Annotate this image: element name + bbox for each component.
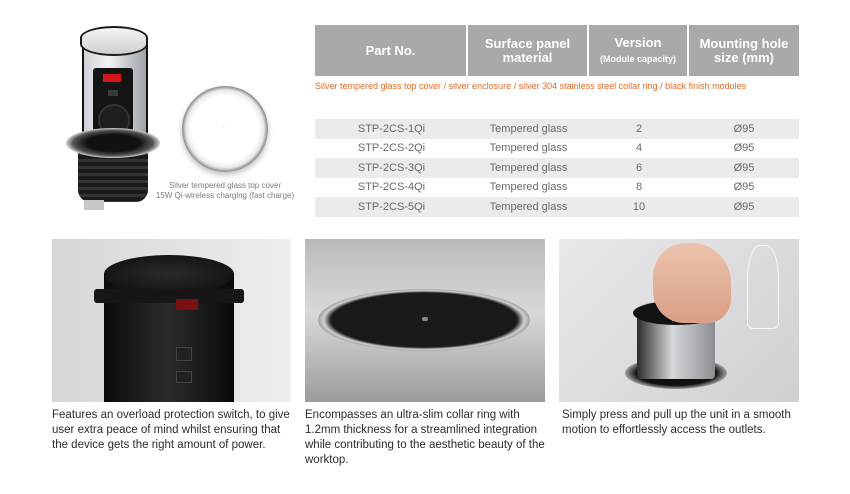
feature-text-press-pull: Simply press and pull up the unit in a smooth motion to effortlessly access the outlets. xyxy=(562,409,791,436)
header-label: Version xyxy=(614,34,662,50)
header-sublabel: (Module capacity) xyxy=(599,53,676,64)
feature-text-overload: Features an overload protection switch, to give user extra peace of mind whilst ensuring that the device gets the right amount of power. xyxy=(52,409,290,451)
header-surface-material xyxy=(468,25,589,76)
cell-version: 4 xyxy=(635,142,643,155)
cell-hole-size: Ø95 xyxy=(733,181,755,194)
header-label: Part No. xyxy=(365,42,416,58)
unit-ledge xyxy=(94,289,244,303)
caption-line-1: Silver tempered glass top cover xyxy=(168,181,282,190)
cell-version: 6 xyxy=(635,161,643,174)
feature-text-collar: Encompasses an ultra-slim collar ring with 1.2mm thickness for a streamlined integration while contributing to the aesthetic beauty of the worktop. xyxy=(305,409,545,466)
usb-c-port xyxy=(176,347,192,361)
cell-hole-size: Ø95 xyxy=(733,122,755,135)
table-row xyxy=(315,119,799,139)
cell-material: Tempered glass xyxy=(489,142,568,155)
cell-version: 8 xyxy=(635,181,643,194)
cell-part-no: STP-2CS-3Qi xyxy=(357,161,426,174)
cell-version: 2 xyxy=(635,122,643,135)
product-top-cover xyxy=(80,26,148,56)
cell-hole-size: Ø95 xyxy=(733,200,755,213)
cell-part-no: STP-2CS-1Qi xyxy=(357,122,426,135)
finish-note: Silver tempered glass top cover / silver enclosure / silver 304 stainless steel collar ring / black finish modules xyxy=(315,81,747,91)
overload-switch xyxy=(103,74,121,82)
cell-version: 10 xyxy=(632,200,646,213)
cell-part-no: STP-2CS-2Qi xyxy=(357,142,426,155)
cell-part-no: STP-2CS-4Qi xyxy=(357,181,426,194)
wine-glass xyxy=(747,245,779,329)
spec-table-body xyxy=(315,119,799,217)
qi-charging-icon xyxy=(422,317,428,321)
cell-material: Tempered glass xyxy=(489,122,568,135)
usb-port xyxy=(108,90,118,96)
collar-ring xyxy=(66,128,160,158)
cell-hole-size: Ø95 xyxy=(733,142,755,155)
cover-caption xyxy=(140,181,310,201)
table-row xyxy=(315,197,799,217)
photo-overload-switch xyxy=(52,239,291,402)
usb-a-port xyxy=(176,371,192,383)
header-label: Surface panel material xyxy=(484,35,571,65)
header-part-no xyxy=(315,25,468,76)
header-version xyxy=(589,25,689,76)
cell-part-no: STP-2CS-5Qi xyxy=(357,200,426,213)
table-row xyxy=(315,178,799,198)
header-label: Mounting hole size (mm) xyxy=(699,35,789,65)
header-mounting-hole xyxy=(689,25,799,76)
table-row xyxy=(315,158,799,178)
cell-material: Tempered glass xyxy=(489,181,568,194)
photo-press-pull xyxy=(559,239,799,402)
spec-table-header xyxy=(315,25,799,76)
cell-material: Tempered glass xyxy=(489,161,568,174)
photo-collar-ring xyxy=(305,239,545,402)
mounting-clamp xyxy=(84,200,104,210)
glass-top-cover-image xyxy=(182,86,268,172)
table-row xyxy=(315,139,799,159)
overload-switch xyxy=(176,299,198,310)
unit-top xyxy=(104,255,234,293)
cell-hole-size: Ø95 xyxy=(733,161,755,174)
qi-charging-icon: ◦ xyxy=(222,125,226,131)
caption-line-2: 15W Qi-wireless charging (fast charge) xyxy=(155,191,295,200)
cell-material: Tempered glass xyxy=(489,200,568,213)
hand xyxy=(653,243,731,323)
